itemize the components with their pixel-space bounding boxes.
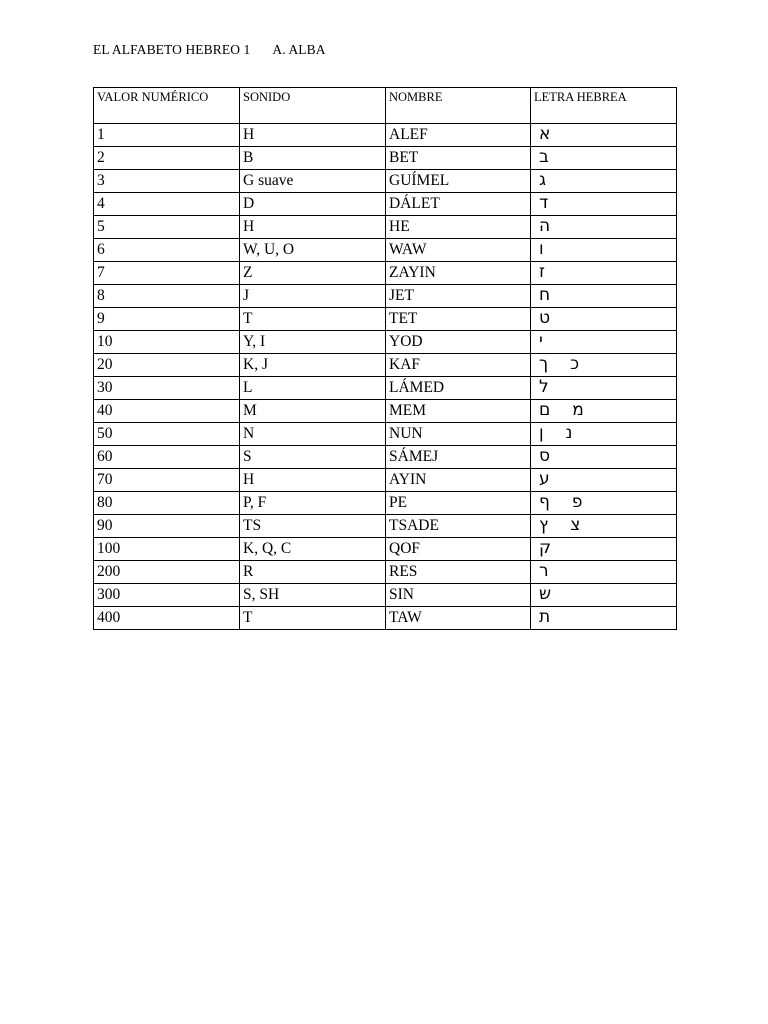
table-row — [94, 423, 677, 446]
hebrew-letter: ל — [539, 377, 549, 397]
cell-hebrew-letter — [531, 538, 677, 561]
cell-value: 9 — [94, 308, 240, 331]
cell-name: WAW — [386, 239, 531, 262]
cell-sound: R — [240, 561, 386, 584]
hebrew-letter: ק — [539, 538, 552, 558]
cell-sound: L — [240, 377, 386, 400]
table-header-row — [94, 88, 677, 124]
cell-name: SIN — [386, 584, 531, 607]
cell-sound: W, U, O — [240, 239, 386, 262]
cell-hebrew-letter — [531, 446, 677, 469]
hebrew-letter: ר — [539, 561, 549, 581]
cell-name: PE — [386, 492, 531, 515]
cell-value: 3 — [94, 170, 240, 193]
hebrew-letter: ב — [539, 147, 549, 167]
cell-sound: M — [240, 400, 386, 423]
document-author: A. ALBA — [272, 42, 326, 57]
cell-name: RES — [386, 561, 531, 584]
hebrew-letter-variant: צ — [570, 515, 581, 535]
cell-hebrew-letter — [531, 469, 677, 492]
cell-hebrew-letter — [531, 308, 677, 331]
cell-sound: K, Q, C — [240, 538, 386, 561]
cell-hebrew-letter — [531, 377, 677, 400]
cell-value: 50 — [94, 423, 240, 446]
cell-sound: J — [240, 285, 386, 308]
hebrew-letter: ע — [539, 469, 550, 489]
cell-name: MEM — [386, 400, 531, 423]
cell-sound: G suave — [240, 170, 386, 193]
cell-hebrew-letter — [531, 354, 677, 377]
table-row — [94, 308, 677, 331]
cell-hebrew-letter — [531, 262, 677, 285]
table-row — [94, 515, 677, 538]
cell-hebrew-letter — [531, 515, 677, 538]
cell-sound: Z — [240, 262, 386, 285]
cell-name: GUÍMEL — [386, 170, 531, 193]
cell-value: 40 — [94, 400, 240, 423]
cell-sound: S — [240, 446, 386, 469]
cell-name: HE — [386, 216, 531, 239]
hebrew-letter: ט — [539, 308, 551, 328]
hebrew-letter-variant: כ — [570, 354, 580, 374]
cell-name: ALEF — [386, 124, 531, 147]
table-row — [94, 377, 677, 400]
table-row — [94, 331, 677, 354]
column-header-name: NOMBRE — [386, 88, 531, 124]
cell-value: 10 — [94, 331, 240, 354]
hebrew-letter: ש — [539, 584, 552, 604]
table-row — [94, 538, 677, 561]
cell-sound: P, F — [240, 492, 386, 515]
table-row — [94, 124, 677, 147]
hebrew-letter: א — [539, 124, 551, 144]
cell-hebrew-letter — [531, 331, 677, 354]
table-row — [94, 239, 677, 262]
table-row — [94, 193, 677, 216]
cell-value: 2 — [94, 147, 240, 170]
table-row — [94, 607, 677, 630]
table-row — [94, 147, 677, 170]
cell-hebrew-letter — [531, 239, 677, 262]
hebrew-letter: ם — [539, 400, 551, 420]
cell-value: 200 — [94, 561, 240, 584]
cell-value: 70 — [94, 469, 240, 492]
hebrew-letter: ח — [539, 285, 551, 305]
cell-sound: K, J — [240, 354, 386, 377]
cell-hebrew-letter — [531, 607, 677, 630]
cell-name: DÁLET — [386, 193, 531, 216]
cell-name: LÁMED — [386, 377, 531, 400]
hebrew-letter: ף — [539, 492, 550, 512]
cell-sound: B — [240, 147, 386, 170]
cell-name: JET — [386, 285, 531, 308]
cell-value: 300 — [94, 584, 240, 607]
cell-hebrew-letter — [531, 423, 677, 446]
cell-name: YOD — [386, 331, 531, 354]
cell-value: 400 — [94, 607, 240, 630]
cell-name: TET — [386, 308, 531, 331]
cell-name: TAW — [386, 607, 531, 630]
hebrew-letter: ץ — [539, 515, 549, 535]
cell-value: 8 — [94, 285, 240, 308]
cell-value: 20 — [94, 354, 240, 377]
cell-value: 6 — [94, 239, 240, 262]
table-row — [94, 354, 677, 377]
table-row — [94, 561, 677, 584]
cell-sound: Y, I — [240, 331, 386, 354]
cell-sound: H — [240, 469, 386, 492]
hebrew-letter: ג — [539, 170, 547, 190]
cell-hebrew-letter — [531, 285, 677, 308]
cell-name: AYIN — [386, 469, 531, 492]
cell-sound: H — [240, 216, 386, 239]
hebrew-alphabet-table — [93, 87, 677, 630]
document-title: EL ALFABETO HEBREO 1 — [93, 42, 251, 57]
table-row — [94, 262, 677, 285]
cell-sound: D — [240, 193, 386, 216]
cell-sound: TS — [240, 515, 386, 538]
hebrew-letter-variant: פ — [571, 492, 583, 512]
cell-hebrew-letter — [531, 400, 677, 423]
cell-hebrew-letter — [531, 124, 677, 147]
cell-value: 4 — [94, 193, 240, 216]
cell-name: ZAYIN — [386, 262, 531, 285]
cell-value: 100 — [94, 538, 240, 561]
table-row — [94, 170, 677, 193]
table-body — [94, 124, 677, 630]
cell-name: SÁMEJ — [386, 446, 531, 469]
hebrew-letter: ה — [539, 216, 551, 236]
cell-hebrew-letter — [531, 170, 677, 193]
table-row — [94, 469, 677, 492]
cell-sound: T — [240, 308, 386, 331]
cell-value: 80 — [94, 492, 240, 515]
cell-sound: H — [240, 124, 386, 147]
cell-hebrew-letter — [531, 492, 677, 515]
hebrew-letter: ז — [539, 262, 545, 282]
cell-value: 90 — [94, 515, 240, 538]
cell-hebrew-letter — [531, 561, 677, 584]
hebrew-letter-variant: מ — [572, 400, 584, 420]
hebrew-letter: י — [539, 331, 543, 351]
table-row — [94, 446, 677, 469]
document-title-line — [93, 42, 326, 58]
table-row — [94, 285, 677, 308]
hebrew-letter: ו — [539, 239, 544, 259]
cell-value: 7 — [94, 262, 240, 285]
table-row — [94, 400, 677, 423]
cell-hebrew-letter — [531, 193, 677, 216]
table-row — [94, 492, 677, 515]
cell-sound: N — [240, 423, 386, 446]
hebrew-letter: ת — [539, 607, 551, 627]
cell-hebrew-letter — [531, 147, 677, 170]
cell-name: BET — [386, 147, 531, 170]
table-row — [94, 584, 677, 607]
column-header-sound: SONIDO — [240, 88, 386, 124]
cell-name: NUN — [386, 423, 531, 446]
column-header-value: VALOR NUMÉRICO — [94, 88, 240, 124]
hebrew-letter: ס — [539, 446, 551, 466]
cell-sound: S, SH — [240, 584, 386, 607]
cell-name: QOF — [386, 538, 531, 561]
cell-hebrew-letter — [531, 584, 677, 607]
column-header-hebrew-letter: LETRA HEBREA — [531, 88, 677, 124]
hebrew-letter: ך — [539, 354, 549, 374]
cell-name: TSADE — [386, 515, 531, 538]
cell-value: 30 — [94, 377, 240, 400]
cell-name: KAF — [386, 354, 531, 377]
table-row — [94, 216, 677, 239]
cell-sound: T — [240, 607, 386, 630]
hebrew-letter-variant: נ — [565, 423, 573, 443]
cell-value: 1 — [94, 124, 240, 147]
cell-hebrew-letter — [531, 216, 677, 239]
hebrew-letter: ד — [539, 193, 549, 213]
hebrew-letter: ן — [539, 423, 544, 443]
cell-value: 5 — [94, 216, 240, 239]
cell-value: 60 — [94, 446, 240, 469]
